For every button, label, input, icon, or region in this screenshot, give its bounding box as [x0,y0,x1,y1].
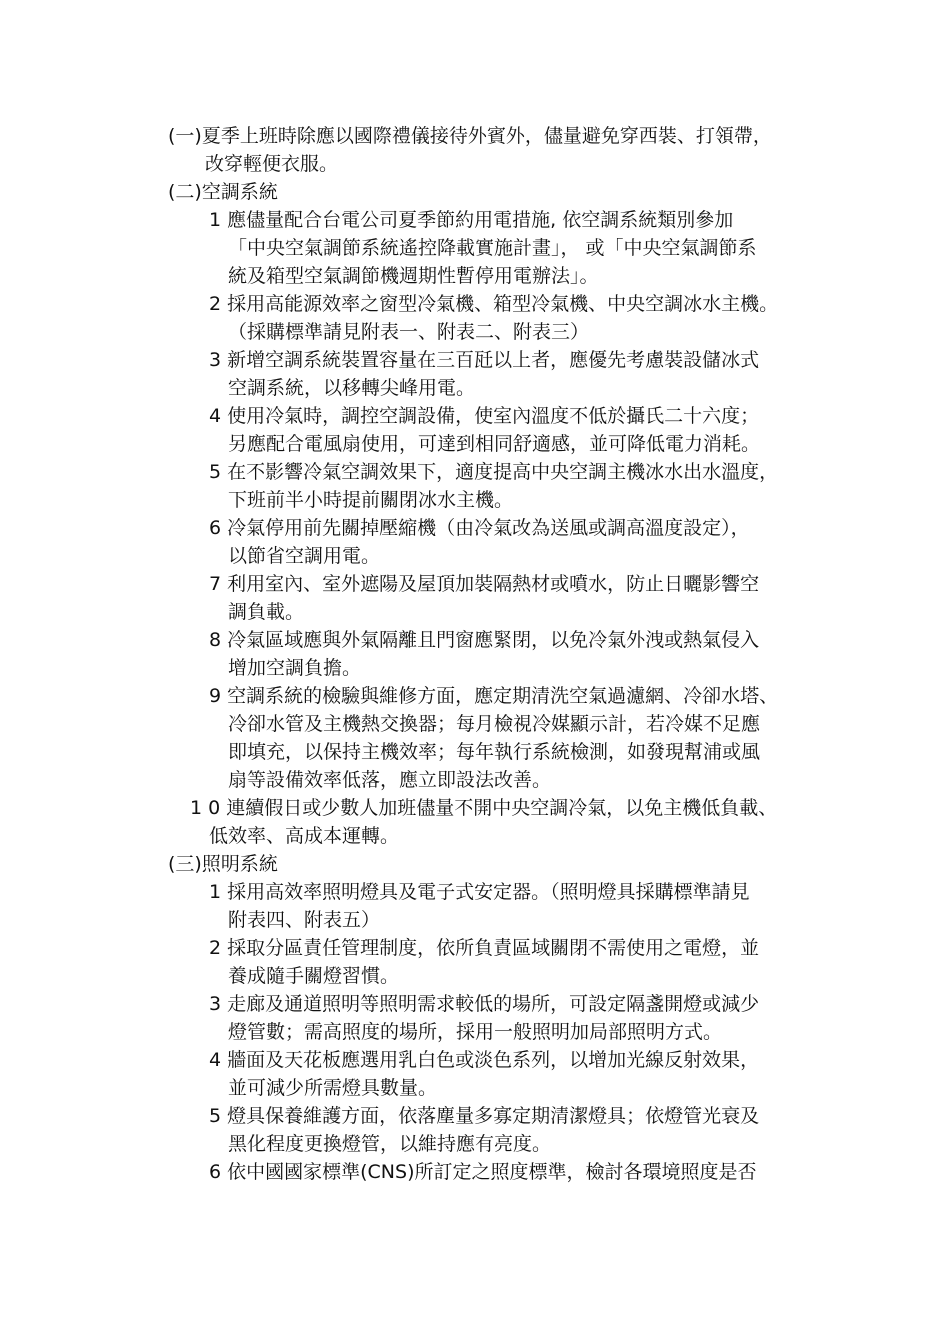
text-line-27: (三)照明系統 [168,853,278,875]
text-line-33: 燈管數；需高照度的場所，採用一般照明加局部照明方式。 [228,1021,723,1043]
text-line-8: （採購標準請見附表一、附表二、附表三） [228,321,590,343]
text-line-20: 增加空調負擔。 [228,657,362,679]
text-line-12: 另應配合電風扇使用，可達到相同舒適感，並可降低電力消耗。 [228,433,761,455]
text-line-23: 即填充，以保持主機效率；每年執行系統檢測，如發現幫浦或風 [228,741,761,763]
text-line-15: 6 冷氣停用前先關掉壓縮機（由冷氣改為送風或調高溫度設定）， [209,517,750,539]
text-line-4: 1 應儘量配合台電公司夏季節約用電措施, 依空調系統類別參加 [209,209,734,231]
text-line-34: 4 牆面及天花板應選用乳白色或淡色系列，以增加光線反射效果， [209,1049,760,1071]
text-line-24: 扇等設備效率低落，應立即設法改善。 [228,769,552,791]
text-line-17: 7 利用室內、室外遮陽及屋頂加裝隔熱材或噴水，防止日曬影響空 [209,573,760,595]
text-line-28: 1 採用高效率照明燈具及電子式安定器。（照明燈具採購標準請見 [209,881,750,903]
text-line-35: 並可減少所需燈具數量。 [228,1077,438,1099]
text-line-36: 5 燈具保養維護方面，依落塵量多寡定期清潔燈具；依燈管光衰及 [209,1105,760,1127]
text-line-6: 統及箱型空氣調節機週期性暫停用電辦法」。 [228,265,599,287]
text-line-19: 8 冷氣區域應與外氣隔離且門窗應緊閉，以免冷氣外洩或熱氣侵入 [209,629,760,651]
text-line-26: 低效率、高成本運轉。 [209,825,400,847]
text-line-10: 空調系統，以移轉尖峰用電。 [228,377,476,399]
text-line-29: 附表四、附表五） [228,909,381,931]
text-line-7: 2 採用高能源效率之窗型冷氣機、箱型冷氣機、中央空調冰水主機。 [209,293,779,315]
text-line-11: 4 使用冷氣時，調控空調設備，使室內溫度不低於攝氏二十六度； [209,405,760,427]
document-body [0,122,950,1186]
text-line-31: 養成隨手關燈習慣。 [228,965,400,987]
text-line-21: 9 空調系統的檢驗與維修方面，應定期清洗空氣過濾網、冷卻水塔、 [209,685,779,707]
text-line-9: 3 新增空調系統裝置容量在三百瓩以上者，應優先考慮裝設儲冰式 [209,349,760,371]
text-line-32: 3 走廊及通道照明等照明需求較低的場所，可設定隔盞開燈或減少 [209,993,760,1015]
text-line-37: 黑化程度更換燈管，以維持應有亮度。 [228,1133,552,1155]
text-line-22: 冷卻水管及主機熱交換器；每月檢視冷媒顯示計，若冷媒不足應 [228,713,761,735]
text-line-2: 改穿輕便衣服。 [205,153,339,175]
text-line-13: 5 在不影響冷氣空調效果下，適度提高中央空調主機冰水出水溫度， [209,461,779,483]
text-line-14: 下班前半小時提前關閉冰水主機。 [228,489,514,511]
text-line-18: 調負載。 [228,601,305,623]
text-line-38: 6 依中國國家標準(CNS)所訂定之照度標準，檢討各環境照度是否 [209,1161,757,1183]
text-line-3: (二)空調系統 [168,181,278,203]
text-line-16: 以節省空調用電。 [228,545,381,567]
text-line-25: 1 0 連續假日或少數人加班儘量不開中央空調冷氣，以免主機低負載、 [190,797,778,819]
text-line-1: (一)夏季上班時除應以國際禮儀接待外賓外，儘量避免穿西裝、打領帶， [168,125,772,147]
text-line-30: 2 採取分區責任管理制度，依所負責區域關閉不需使用之電燈，並 [209,937,760,959]
text-line-5: 「中央空氣調節系統遙控降載實施計畫」， 或「中央空氣調節系 [228,237,757,259]
